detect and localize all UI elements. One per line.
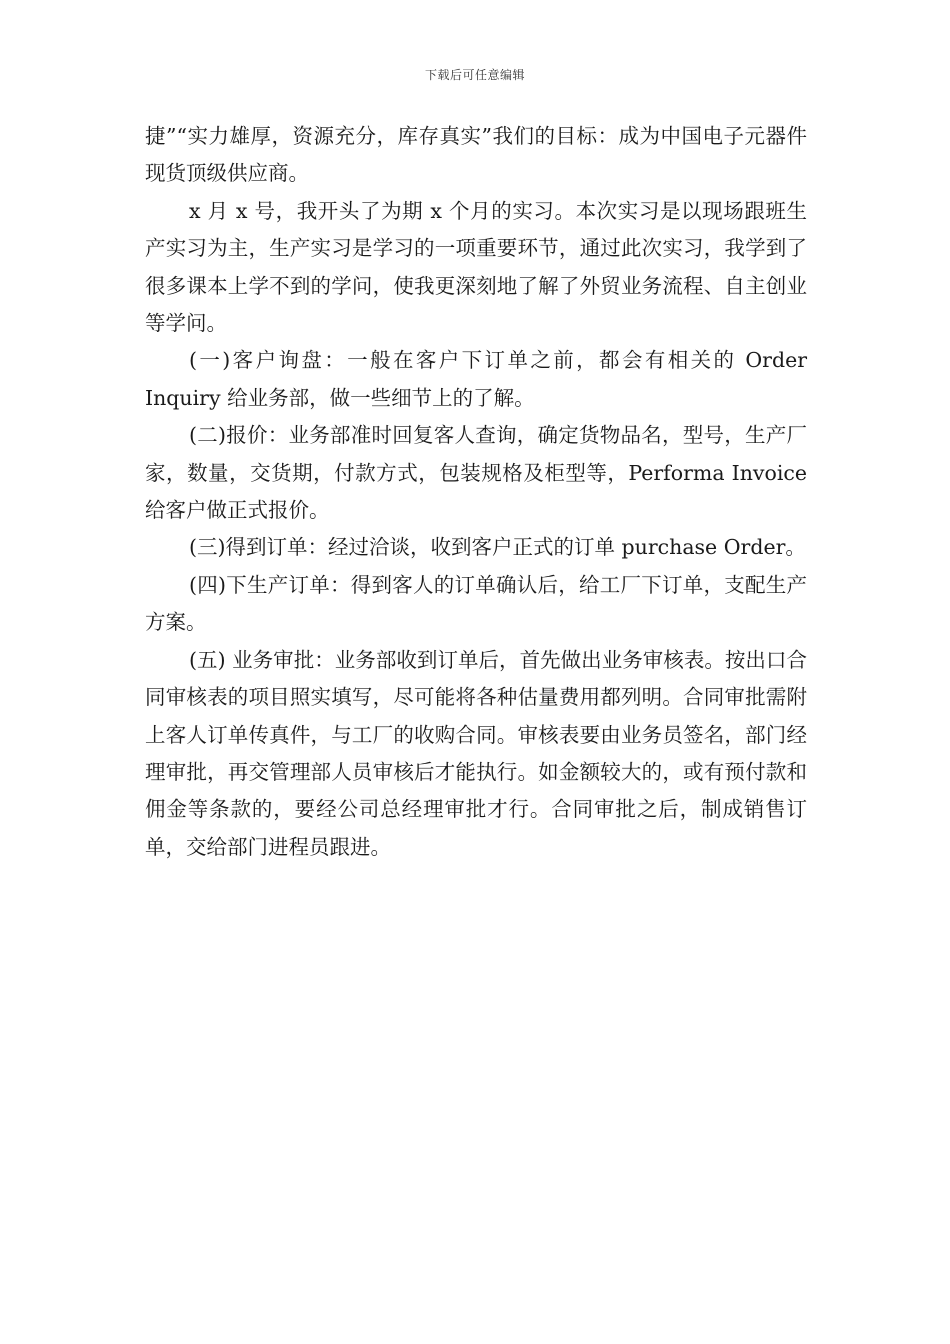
paragraph-quotation: (二)报价：业务部准时回复客人查询，确定货物品名，型号，生产厂家，数量，交货期，付款方式，包装规格及柜型等，Performa Invoice 给客户做正式报价。 — [145, 423, 807, 523]
paragraph-order: (三)得到订单：经过洽谈，收到客户正式的订单 purchase Order。 — [189, 535, 806, 560]
document-body — [145, 118, 807, 866]
paragraph-internship-intro: x 月 x 号，我开头了为期 x 个月的实习。本次实习是以现场跟班生产实习为主，生产实习是学习的一项重要环节，通过此次实习，我学到了很多课本上学不到的学问，使我更深刻地了解了外贸业务流程、自主创业等学问。 — [145, 198, 807, 336]
paragraph-continuation: 捷”“实力雄厚，资源充分，库存真实”我们的目标：成为中国电子元器件现货顶级供应商。 — [145, 124, 807, 186]
paragraph-approval: (五) 业务审批：业务部收到订单后，首先做出业务审核表。按出口合同审核表的项目照实填写，尽可能将各种估量费用都列明。合同审批需附上客人订单传真件，与工厂的收购合同。审核表要由业务员签名，部门经理审批，再交管理部人员审核后才能执行。如金额较大的，或有预付款和佣金等条款的，要经公司总经理审批才行。合同审批之后，制成销售订单，交给部门进程员跟进。 — [145, 647, 807, 859]
paragraph-inquiry: (一)客户询盘：一般在客户下订单之前，都会有相关的 Order Inquiry 给业务部，做一些细节上的了解。 — [145, 348, 807, 410]
page-header: 下载后可任意编辑 — [424, 68, 525, 82]
paragraph-production-order: (四)下生产订单：得到客人的订单确认后，给工厂下订单，支配生产方案。 — [145, 572, 807, 635]
